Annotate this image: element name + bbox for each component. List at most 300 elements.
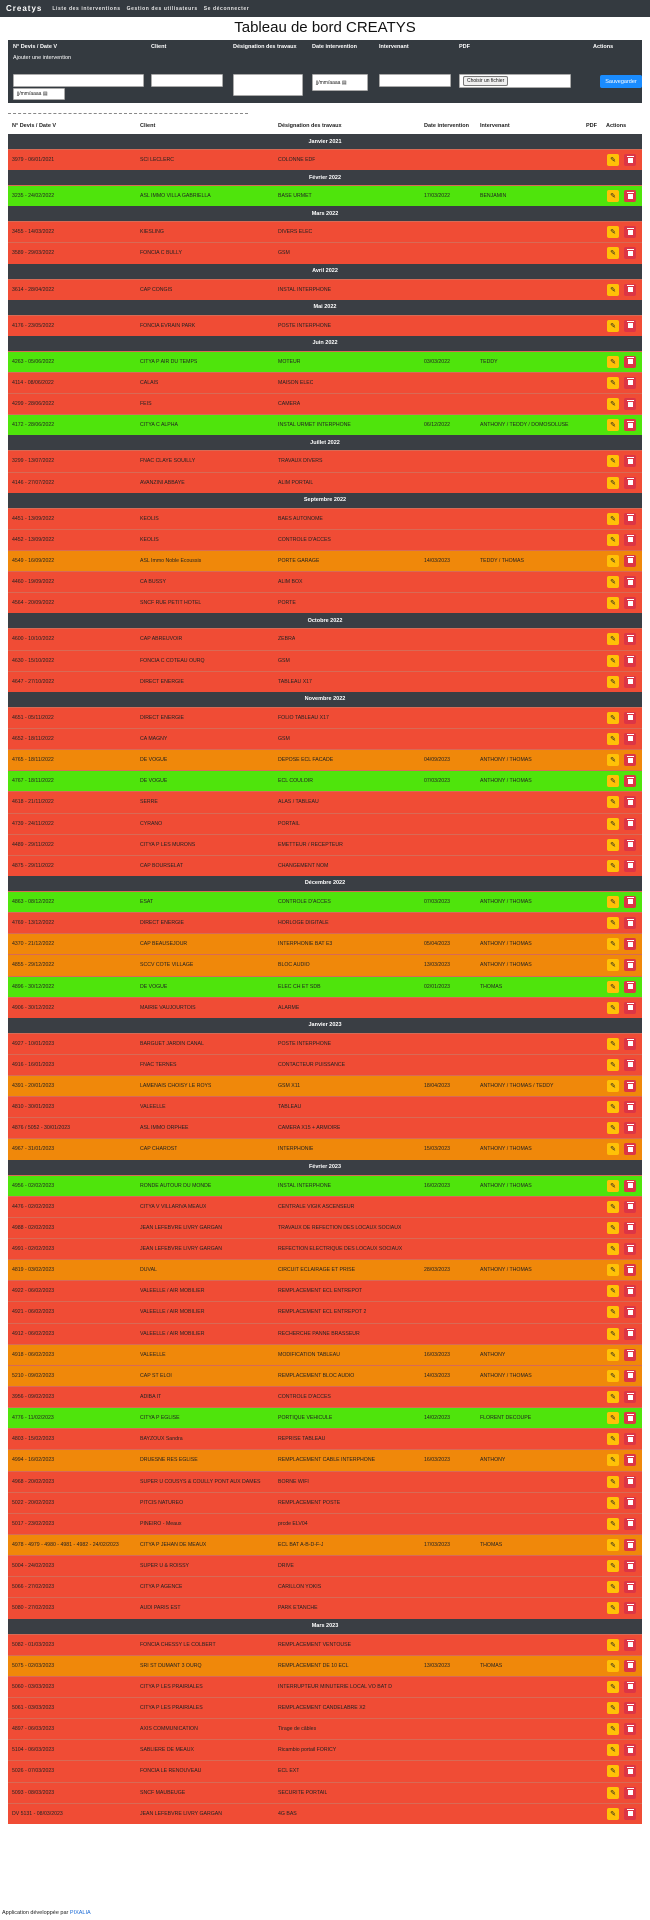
- edit-button[interactable]: [607, 1143, 619, 1155]
- travaux-textarea[interactable]: [233, 74, 303, 96]
- cell-travaux: ZEBRA: [278, 636, 296, 643]
- edit-button[interactable]: [607, 1222, 619, 1234]
- edit-button[interactable]: [607, 247, 619, 259]
- table-row: [8, 242, 642, 263]
- edit-button[interactable]: [607, 477, 619, 489]
- edit-button[interactable]: [607, 419, 619, 431]
- cell-date: 28/03/2023: [424, 1267, 450, 1274]
- cell-intervenant: ANTHONY / THOMAS: [480, 1146, 532, 1153]
- pencil-icon: ✎: [610, 1330, 616, 1338]
- edit-button[interactable]: [607, 1765, 619, 1777]
- edit-button[interactable]: [607, 555, 619, 567]
- trash-icon: [628, 1521, 633, 1526]
- nav-link-users[interactable]: Gestion des utilisateurs: [126, 5, 198, 12]
- trash-icon: [628, 1606, 633, 1611]
- nav-link-logout[interactable]: Se déconnecter: [203, 5, 250, 12]
- delete-button[interactable]: [624, 513, 636, 525]
- trash-icon: [628, 1790, 633, 1795]
- delete-button[interactable]: [624, 1264, 636, 1276]
- pencil-icon: ✎: [610, 536, 616, 544]
- delete-button[interactable]: [624, 1002, 636, 1014]
- delete-button[interactable]: [624, 917, 636, 929]
- pencil-icon: ✎: [610, 962, 616, 970]
- trash-icon: [628, 601, 633, 606]
- delete-button[interactable]: [624, 1080, 636, 1092]
- cell-devis: 4994 - 16/02/2023: [12, 1457, 55, 1464]
- trash-icon: [628, 1642, 633, 1647]
- cell-travaux: REMPLACEMENT DE 10 ECL: [278, 1662, 349, 1669]
- cell-travaux: CONTACTEUR PUISSANCE: [278, 1061, 346, 1068]
- pencil-icon: ✎: [610, 379, 616, 387]
- cell-client: SABLIERE DE MEAUX: [140, 1747, 194, 1754]
- trash-icon: [628, 359, 633, 364]
- pencil-icon: ✎: [610, 1182, 616, 1190]
- delete-button[interactable]: [624, 576, 636, 588]
- cell-travaux: ALARME: [278, 1004, 300, 1011]
- trash-icon: [628, 1769, 633, 1774]
- edit-button[interactable]: [607, 1412, 619, 1424]
- delete-button[interactable]: [624, 712, 636, 724]
- pencil-icon: ✎: [610, 515, 616, 523]
- cell-devis: 5026 - 07/03/2023: [12, 1768, 55, 1775]
- cell-travaux: PORTE GARAGE: [278, 557, 320, 564]
- delete-button[interactable]: [624, 1306, 636, 1318]
- cell-intervenant: ANTHONY: [480, 1457, 506, 1464]
- delete-button[interactable]: [624, 247, 636, 259]
- edit-button[interactable]: [607, 1370, 619, 1382]
- cell-devis: 4927 - 10/01/2023: [12, 1040, 55, 1047]
- edit-button[interactable]: [607, 1660, 619, 1672]
- edit-button[interactable]: [607, 1328, 619, 1340]
- trash-icon: [628, 1352, 633, 1357]
- trash-icon: [628, 158, 633, 163]
- cell-travaux: REMPLACEMENT VENTOUSE: [278, 1641, 352, 1648]
- delete-button[interactable]: [624, 1808, 636, 1820]
- pencil-icon: ✎: [610, 422, 616, 430]
- delete-button[interactable]: [624, 377, 636, 389]
- table-row: [8, 628, 642, 649]
- edit-button[interactable]: [607, 1080, 619, 1092]
- cell-travaux: BAES AUTONOME: [278, 515, 323, 522]
- cell-intervenant: TEDDY: [480, 358, 498, 365]
- trash-icon: [628, 1811, 633, 1816]
- brand-logo[interactable]: Creatys: [6, 4, 43, 13]
- delete-button[interactable]: [624, 796, 636, 808]
- trash-icon: [628, 1416, 633, 1421]
- edit-button[interactable]: [607, 1581, 619, 1593]
- edit-button[interactable]: [607, 754, 619, 766]
- edit-button[interactable]: [607, 377, 619, 389]
- cell-devis: 4451 - 13/09/2022: [12, 515, 55, 522]
- delete-button[interactable]: [624, 1765, 636, 1777]
- cell-travaux: BASE URMET: [278, 193, 312, 200]
- cell-date: 14/03/2023: [424, 557, 450, 564]
- cell-client: JEAN LEFEBVRE LIVRY GARGAN: [140, 1246, 222, 1253]
- cell-devis: 3614 - 28/04/2022: [12, 286, 55, 293]
- form-header-client: Client: [151, 44, 167, 50]
- cell-date: 17/03/2022: [424, 193, 450, 200]
- table-row: [8, 1196, 642, 1217]
- edit-button[interactable]: [607, 796, 619, 808]
- delete-button[interactable]: [624, 154, 636, 166]
- delete-button[interactable]: [624, 1602, 636, 1614]
- pencil-icon: ✎: [610, 1083, 616, 1091]
- cell-travaux: REPRISE TABLEAU: [278, 1436, 326, 1443]
- edit-button[interactable]: [607, 1787, 619, 1799]
- delete-button[interactable]: [624, 1702, 636, 1714]
- edit-button[interactable]: [607, 1476, 619, 1488]
- edit-button[interactable]: [607, 576, 619, 588]
- cell-travaux: REMPLACEMENT POSTE: [278, 1499, 341, 1506]
- cell-devis: 4739 - 24/11/2022: [12, 820, 54, 827]
- delete-button[interactable]: [624, 419, 636, 431]
- cell-date: 06/12/2022: [424, 422, 450, 429]
- delete-button[interactable]: [624, 775, 636, 787]
- edit-button[interactable]: [607, 1243, 619, 1255]
- edit-button[interactable]: [607, 1454, 619, 1466]
- pdf-file-input[interactable]: [459, 74, 571, 88]
- date-intervention-input[interactable]: jj/mm/aaaa ▤: [312, 74, 368, 91]
- delete-button[interactable]: [624, 1518, 636, 1530]
- delete-button[interactable]: [624, 1660, 636, 1672]
- edit-button[interactable]: [607, 1101, 619, 1113]
- table-row: [8, 1344, 642, 1365]
- pencil-icon: ✎: [610, 983, 616, 991]
- cell-client: JEAN LEFEBVRE LIVRY GARGAN: [140, 1224, 222, 1231]
- delete-button[interactable]: [624, 1454, 636, 1466]
- cell-travaux: REMPLACEMENT CANDELABRE X2: [278, 1705, 366, 1711]
- delete-button[interactable]: [624, 1497, 636, 1509]
- table-row: [8, 315, 642, 336]
- delete-button[interactable]: [624, 190, 636, 202]
- delete-button[interactable]: [624, 1639, 636, 1651]
- pencil-icon: ✎: [610, 1768, 616, 1776]
- edit-button[interactable]: [607, 1539, 619, 1551]
- cell-travaux: BLOC AUDIO: [278, 962, 310, 969]
- delete-button[interactable]: [624, 1201, 636, 1213]
- delete-button[interactable]: [624, 477, 636, 489]
- trash-icon: [628, 287, 633, 292]
- month-header: Février 2022: [8, 170, 642, 185]
- delete-button[interactable]: [624, 1581, 636, 1593]
- trash-icon: [628, 1373, 633, 1378]
- intervenant-input[interactable]: [379, 74, 451, 87]
- delete-button[interactable]: [624, 555, 636, 567]
- cell-devis: 4651 - 05/11/2022: [12, 714, 54, 721]
- delete-button[interactable]: [624, 633, 636, 645]
- trash-icon: [628, 963, 633, 968]
- delete-button[interactable]: [624, 1059, 636, 1071]
- edit-button[interactable]: [607, 1723, 619, 1735]
- cell-travaux: CARILLON YOKIS: [278, 1584, 322, 1591]
- cell-devis: 4916 - 16/01/2023: [12, 1061, 55, 1068]
- cell-travaux: REMPLACEMENT ECL ENTREPOT 2: [278, 1309, 367, 1316]
- edit-button[interactable]: [607, 1518, 619, 1530]
- edit-button[interactable]: [607, 1264, 619, 1276]
- edit-button[interactable]: [607, 896, 619, 908]
- edit-button[interactable]: [607, 1433, 619, 1445]
- edit-button[interactable]: [607, 1285, 619, 1297]
- cell-travaux: ELEC CH ET SDB: [278, 983, 321, 990]
- pencil-icon: ✎: [610, 1224, 616, 1232]
- edit-button[interactable]: [607, 1391, 619, 1403]
- trash-icon: [628, 1105, 633, 1110]
- trash-icon: [628, 1395, 633, 1400]
- edit-button[interactable]: [607, 1639, 619, 1651]
- table-row: [8, 1739, 642, 1760]
- edit-button[interactable]: [607, 712, 619, 724]
- table-row: [8, 1655, 642, 1676]
- edit-button[interactable]: [607, 938, 619, 950]
- delete-button[interactable]: [624, 1787, 636, 1799]
- delete-button[interactable]: [624, 1539, 636, 1551]
- cell-devis: 4906 - 30/12/2022: [12, 1004, 55, 1011]
- cell-intervenant: ANTHONY / THOMAS: [480, 1372, 532, 1379]
- table-row: [8, 791, 642, 812]
- edit-button[interactable]: [607, 1201, 619, 1213]
- edit-button[interactable]: [607, 534, 619, 546]
- cell-travaux: INSTAL URMET INTERPHONE: [278, 422, 351, 429]
- edit-button[interactable]: [607, 1002, 619, 1014]
- cell-travaux: INSTAL INTERPHONE: [278, 286, 332, 293]
- devis-input[interactable]: [13, 74, 144, 87]
- delete-button[interactable]: [624, 655, 636, 667]
- edit-button[interactable]: [607, 818, 619, 830]
- trash-icon: [628, 459, 633, 464]
- pencil-icon: ✎: [610, 1104, 616, 1112]
- cell-date: 17/03/2023: [424, 1542, 450, 1549]
- cell-travaux: POSTE INTERPHONE: [278, 1040, 332, 1047]
- delete-button[interactable]: [624, 1285, 636, 1297]
- cell-client: VALEELLE / AIR MOBILIER: [140, 1288, 205, 1295]
- pencil-icon: ✎: [610, 1436, 616, 1444]
- cell-travaux: HORLOGE DIGITALE: [278, 920, 329, 927]
- edit-button[interactable]: [607, 1702, 619, 1714]
- pencil-icon: ✎: [610, 1563, 616, 1571]
- choose-file-button[interactable]: Choisir un fichier: [463, 76, 508, 86]
- table-row: [8, 1492, 642, 1513]
- delete-button[interactable]: [624, 597, 636, 609]
- table-row: [8, 1280, 642, 1301]
- edit-button[interactable]: [607, 860, 619, 872]
- table-row: [8, 1760, 642, 1781]
- cell-client: KEOLIS: [140, 536, 159, 543]
- table-row: [8, 1634, 642, 1655]
- pencil-icon: ✎: [610, 401, 616, 409]
- table-row: [8, 149, 642, 170]
- edit-button[interactable]: [607, 320, 619, 332]
- table-row: [8, 1718, 642, 1739]
- table-row: [8, 1386, 642, 1407]
- cell-devis: 4918 - 06/02/2023: [12, 1351, 55, 1358]
- edit-button[interactable]: [607, 1744, 619, 1756]
- delete-button[interactable]: [624, 839, 636, 851]
- edit-button[interactable]: [607, 1560, 619, 1572]
- cell-client: CITYA P AIR DU TEMPS: [140, 358, 198, 365]
- cell-travaux: PORTE: [278, 600, 296, 607]
- delete-button[interactable]: [624, 981, 636, 993]
- cell-client: BARGUET JARDIN CANAL: [140, 1040, 204, 1047]
- trash-icon: [628, 1437, 633, 1442]
- cell-intervenant: ANTHONY / THOMAS: [480, 1267, 532, 1274]
- pencil-icon: ✎: [610, 479, 616, 487]
- edit-button[interactable]: [607, 655, 619, 667]
- delete-button[interactable]: [624, 1180, 636, 1192]
- table-row: [8, 933, 642, 954]
- pencil-icon: ✎: [610, 898, 616, 906]
- pencil-icon: ✎: [610, 799, 616, 807]
- month-header: Janvier 2023: [8, 1018, 642, 1033]
- edit-button[interactable]: [607, 597, 619, 609]
- edit-button[interactable]: [607, 1349, 619, 1361]
- cell-client: FONCIA C COTEAU OURQ: [140, 657, 205, 664]
- cell-devis: 5060 - 03/03/2023: [12, 1683, 55, 1690]
- cell-client: RONDE AUTOUR DU MONDE: [140, 1182, 212, 1189]
- edit-button[interactable]: [607, 1122, 619, 1134]
- edit-button[interactable]: [607, 1180, 619, 1192]
- delete-button[interactable]: [624, 676, 636, 688]
- cell-travaux: ALIM PORTAIL: [278, 479, 314, 486]
- pencil-icon: ✎: [610, 193, 616, 201]
- delete-button[interactable]: [624, 1476, 636, 1488]
- delete-button[interactable]: [624, 226, 636, 238]
- table-row: [8, 1697, 642, 1718]
- edit-button[interactable]: [607, 733, 619, 745]
- delete-button[interactable]: [624, 1433, 636, 1445]
- delete-button[interactable]: [624, 1744, 636, 1756]
- edit-button[interactable]: [607, 959, 619, 971]
- edit-button[interactable]: [607, 1038, 619, 1050]
- table-row: [8, 834, 642, 855]
- pencil-icon: ✎: [610, 322, 616, 330]
- delete-button[interactable]: [624, 896, 636, 908]
- date-v-input[interactable]: jj/mm/aaaa ▤: [13, 88, 65, 100]
- delete-button[interactable]: [624, 1681, 636, 1693]
- edit-button[interactable]: [607, 154, 619, 166]
- edit-button[interactable]: [607, 356, 619, 368]
- edit-button[interactable]: [607, 190, 619, 202]
- delete-button[interactable]: [624, 320, 636, 332]
- edit-button[interactable]: [607, 981, 619, 993]
- delete-button[interactable]: [624, 1560, 636, 1572]
- trash-icon: [628, 1727, 633, 1732]
- cell-devis: 3979 - 06/01/2021: [12, 157, 55, 163]
- delete-button[interactable]: [624, 284, 636, 296]
- trash-icon: [628, 1268, 633, 1273]
- edit-button[interactable]: [607, 839, 619, 851]
- edit-button[interactable]: [607, 917, 619, 929]
- edit-button[interactable]: [607, 1681, 619, 1693]
- delete-button[interactable]: [624, 860, 636, 872]
- save-button[interactable]: Sauvegarder: [600, 75, 642, 88]
- delete-button[interactable]: [624, 1222, 636, 1234]
- table-row: [8, 550, 642, 571]
- edit-button[interactable]: [607, 398, 619, 410]
- edit-button[interactable]: [607, 513, 619, 525]
- delete-button[interactable]: [624, 733, 636, 745]
- delete-button[interactable]: [624, 534, 636, 546]
- cell-intervenant: TEDDY / THOMAS: [480, 557, 524, 564]
- cell-travaux: CAMERA X15 + ARMOIRE: [278, 1125, 341, 1132]
- cell-intervenant: ANTHONY / THOMAS: [480, 962, 532, 969]
- cell-travaux: TRAVAUX DE REFECTION DES LOCAUX SOCIAUX: [278, 1224, 402, 1231]
- delete-button[interactable]: [624, 1122, 636, 1134]
- pencil-icon: ✎: [610, 358, 616, 366]
- delete-button[interactable]: [624, 1370, 636, 1382]
- cell-travaux: CONTROLE D'ACCES: [278, 898, 331, 905]
- delete-button[interactable]: [624, 1412, 636, 1424]
- delete-button[interactable]: [624, 1391, 636, 1403]
- delete-button[interactable]: [624, 1101, 636, 1113]
- delete-button[interactable]: [624, 818, 636, 830]
- edit-button[interactable]: [607, 1306, 619, 1318]
- date-v-placeholder: jj/mm/aaaa: [17, 91, 42, 97]
- cell-client: MAIRIE VAUJOURTOIS: [140, 1004, 196, 1011]
- nav-link-interventions[interactable]: Liste des interventions: [52, 5, 121, 12]
- trash-icon: [628, 558, 633, 563]
- footer-text: Application développée par: [2, 1910, 69, 1916]
- edit-button[interactable]: [607, 226, 619, 238]
- cell-devis: 4897 - 06/03/2023: [12, 1726, 55, 1733]
- delete-button[interactable]: [624, 1038, 636, 1050]
- edit-button[interactable]: [607, 455, 619, 467]
- table-row: [8, 749, 642, 770]
- edit-button[interactable]: [607, 676, 619, 688]
- client-input[interactable]: [151, 74, 223, 87]
- edit-button[interactable]: [607, 775, 619, 787]
- delete-button[interactable]: [624, 1243, 636, 1255]
- table-row: [8, 472, 642, 493]
- delete-button[interactable]: [624, 356, 636, 368]
- pencil-icon: ✎: [610, 1146, 616, 1154]
- cell-travaux: ALIM BOX: [278, 579, 303, 586]
- month-header: Septembre 2022: [8, 493, 642, 508]
- edit-button[interactable]: [607, 1059, 619, 1071]
- delete-button[interactable]: [624, 455, 636, 467]
- cell-travaux: MODIFICATION TABLEAU: [278, 1351, 340, 1358]
- form-header-date: Date intervention: [312, 44, 357, 50]
- delete-button[interactable]: [624, 398, 636, 410]
- cell-date: 03/03/2022: [424, 358, 450, 365]
- table-row: [8, 855, 642, 876]
- footer-link[interactable]: PIXALIA: [69, 1910, 91, 1916]
- delete-button[interactable]: [624, 959, 636, 971]
- cell-intervenant: ANTHONY / TEDDY / DOMOSOLUSE: [480, 422, 569, 429]
- edit-button[interactable]: [607, 1808, 619, 1820]
- edit-button[interactable]: [607, 1602, 619, 1614]
- month-header: Janvier 2021: [8, 134, 642, 149]
- delete-button[interactable]: [624, 1143, 636, 1155]
- delete-button[interactable]: [624, 1349, 636, 1361]
- delete-button[interactable]: [624, 1328, 636, 1340]
- delete-button[interactable]: [624, 1723, 636, 1735]
- table-row: [8, 1407, 642, 1428]
- cell-date: 07/03/2023: [424, 778, 450, 785]
- edit-button[interactable]: [607, 633, 619, 645]
- table-row: [8, 650, 642, 671]
- cell-devis: 4618 - 21/11/2022: [12, 799, 54, 806]
- edit-button[interactable]: [607, 1497, 619, 1509]
- month-header: Octobre 2022: [8, 613, 642, 628]
- edit-button[interactable]: [607, 284, 619, 296]
- cell-client: ASL Immo Noble Ecoussis: [140, 557, 202, 564]
- table-row: [8, 1428, 642, 1449]
- delete-button[interactable]: [624, 754, 636, 766]
- table-row: [8, 393, 642, 414]
- table-row: [8, 529, 642, 550]
- delete-button[interactable]: [624, 938, 636, 950]
- trash-icon: [628, 1585, 633, 1590]
